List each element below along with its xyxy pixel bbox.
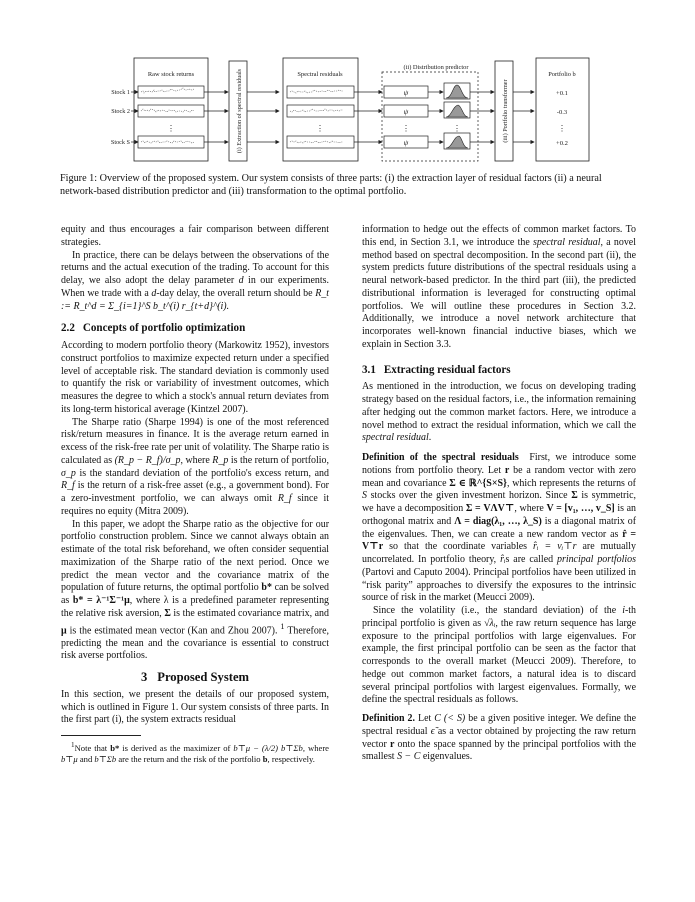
- stock-s-label: Stock S: [110, 139, 130, 146]
- section-2-2-heading: 2.2 Concepts of portfolio optimization: [61, 322, 246, 335]
- footnote-rule: [61, 735, 141, 736]
- density-ellipsis: ⋮: [453, 124, 461, 133]
- right-para-5: Definition 2. Let C (< S) be a given positive integer. We define the spectral residual ϵ̃ as a vector obtained by projecting the raw return vector r onto the space spanned by the principal portfolios with the smallest S − C eigenvalues.: [362, 713, 636, 763]
- left-para-4: The Sharpe ratio (Sharpe 1994) is one of the most referenced risk/return measures in finance. It is the average return earned in excess of the risk-free rate per unit of volatility. The Sharpe ratio is calculated as (R_p − R_f)/σ_p, where R_p is the return of portfolio, σ_p is the standard deviation of the portfolio's excess return, and R_f is the return of a risk-free asset (e.g., a government bond). For a zero-investment portfolio, we can always omit R_f since it requires no equity (Mitra 2009).: [61, 416, 330, 517]
- section-3-1-heading: 3.1 Extracting residual factors: [362, 363, 511, 376]
- right-column: [362, 224, 636, 764]
- definition-2-heading: Definition 2.: [362, 713, 415, 724]
- figure-1: [96, 32, 602, 166]
- right-para-3: Definition of the spectral residuals First, we introduce some notions from portfolio theory. Let r be a random vector with zero mean and covariance Σ ∈ ℝ^{S×S}, which represents the returns of S stocks over the given investment horizon. Since Σ is symmetric, we have a decomposition Σ = VΛV⊤, where V = [v₁, …, v_S] is an orthogonal matrix and Λ = diag(λ₁, …, λ_S) is a diagonal matrix of the eigenvalues. Then, we can create a new random vector as r̂ = V⊤r so that the coordinate variables r̂ᵢ = vᵢ⊤r are mutually uncorrelated. In portfolio theory, r̂ᵢs are called principal portfolios (Partovi and Caputo 2004). Principal portfolios have been utilized in “risk parity” approaches to diversify the exposures to the intrinsic source of risk in the market (Meucci 2009).: [362, 452, 637, 604]
- weight-2: -0.3: [556, 109, 568, 116]
- spectral-ellipsis: ⋮: [316, 124, 324, 133]
- raw-series-2: [138, 105, 204, 117]
- psi-ellipsis: ⋮: [402, 124, 410, 133]
- left-para-2: In practice, there can be delays between the observations of the returns and the actual execution of the trading. To account for this delay, we also adopt the delay parameter d in our experiments. When we trade with a d-day delay, the overall return should be R_t := R_t^d = Σ_{i=1}^S b_t^(i) r_{t+d}^(i).: [61, 249, 329, 312]
- stock-1-label: Stock 1: [111, 89, 130, 96]
- left-para-1: equity and thus encourages a fair comparison between different strategies.: [61, 224, 329, 248]
- figure-caption: Figure 1: Overview of the proposed system. Our system consists of three parts: (i) the extraction layer of residual factors (ii) a neural network-based distribution predictor and (iii) transformation to the optimal portfolio.: [60, 173, 602, 198]
- spectral-series-2: [287, 105, 354, 117]
- weight-1: +0.1: [556, 90, 568, 97]
- raw-ellipsis: ⋮: [167, 124, 175, 133]
- right-para-1: information to hedge out the effects of common market factors. To this end, in Section 3.1, we introduce the spectral residual, a novel method based on spectral decomposition. In the second part (ii), the system predicts future distributions of the spectral residuals using a neural network-based predictor. In the third part (iii), the predicted distributional information is leveraged for constructing optimal portfolios. We will outline these procedures in Section 3.2. Additionally, we introduce a novel network architecture that incorporates well-known financial inductive biases, which we explain in Section 3.3.: [362, 224, 636, 350]
- return-formula: R_t := R_t^d = Σ_{i=1}^S b_t^(i) r_{t+d}^(i).: [61, 287, 329, 312]
- stock-2-label: Stock 2: [111, 108, 130, 115]
- left-column: [61, 224, 329, 765]
- distribution-label: (ii) Distribution predictor: [403, 64, 469, 71]
- section-3-heading: 3 Proposed System: [140, 670, 250, 685]
- left-para-5: In this paper, we adopt the Sharpe ratio as the objective for our portfolio construction problem. Since we cannot always obtain an estimate of the total risk beforehand, we often consider sequential maximization of the Sharpe ratio of the next period. Once we predict the mean vector and the covariance matrix of the population of future returns, the optimal portfolio b* can be solved as b* = λ⁻¹Σ⁻¹μ, where λ is a predefined parameter representing the relative risk aversion, Σ is the estimated covariance matrix, and μ is the estimated mean vector (Kan and Zhou 2007). $^1$ Therefore, predicting the mean and the covariance is essential to construct risk averse portfolios.: [61, 518, 330, 662]
- footnote-1: $^1$Note that b* is derived as the maximizer of b⊤μ − (λ/2) b⊤Σb, where b⊤μ and b⊤Σb are the return and the risk of the portfolio b, respectively.: [61, 741, 329, 765]
- definition-heading: Definition of the spectral residuals: [362, 452, 519, 463]
- left-para-6: In this section, we present the details of our proposed system, which is outlined in Figure 1. Our system consists of three parts. In the first part (i), the system extracts residual: [61, 688, 329, 726]
- spectral-residuals-title: Spectral residuals: [297, 71, 343, 78]
- portfolio-title: Portfolio b: [548, 71, 576, 78]
- weight-s: +0.2: [556, 140, 568, 147]
- transformer-label: (iii) Portfolio transformer: [502, 79, 509, 143]
- raw-returns-title: Raw stock returns: [147, 71, 195, 78]
- raw-series-1: [138, 86, 204, 98]
- weight-ellipsis: ⋮: [558, 124, 566, 133]
- left-para-3: According to modern portfolio theory (Markowitz 1952), investors construct portfolios to maximize expected return under a specified level of acceptable risk. The standard deviation is commonly used to quantify the risk or variability of investment outcomes, which measures the degree to which a stock's annual return deviates from its long-term historical average (Kintzel 2007).: [61, 340, 329, 415]
- system-overview-diagram: [96, 32, 602, 166]
- right-para-2: As mentioned in the introduction, we focus on developing trading strategy based on the residual factors, i.e., the information remaining after hedging out the common market factors. Here, we introduce a novel method to extract the residual information, which we call the spectral residual.: [362, 381, 636, 444]
- psi-s: ψ: [403, 138, 409, 147]
- raw-series-s: [138, 136, 204, 148]
- extraction-label: (i) Extraction of spectral residuals: [236, 68, 243, 154]
- psi-2: ψ: [403, 107, 409, 116]
- right-para-4: Since the volatility (i.e., the standard deviation) of the i-th principal portfolio is given as √λᵢ, the raw return sequence has large exposure to the principal portfolios with large eigenvalues. For example, the first principal portfolio can be seen as the factor that corresponds to the overall market (Meucci 2009). Therefore, to hedge out common market factors, a natural idea is to discard several principal portfolios with largest eigenvalues. Formally, we define the spectral residuals as follows.: [362, 605, 636, 706]
- psi-1: ψ: [403, 88, 409, 97]
